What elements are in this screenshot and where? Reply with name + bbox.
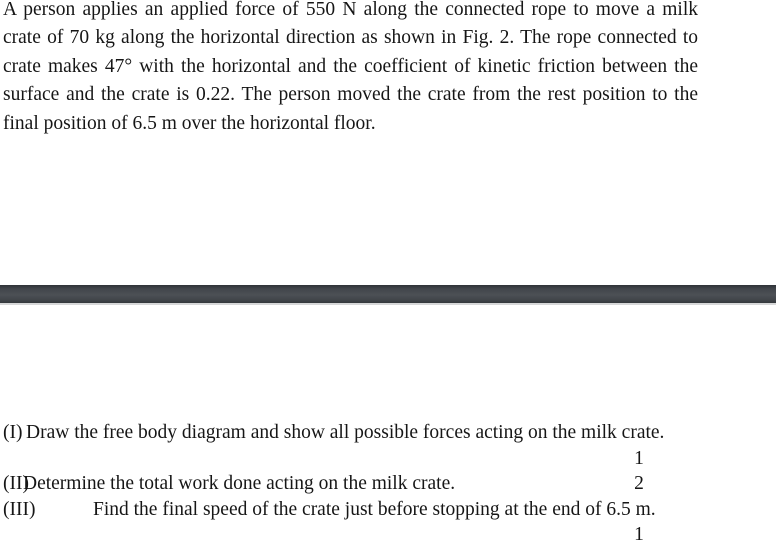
question-3-marks: 1 [634,524,644,545]
problem-statement [3,0,698,138]
question-3-numeral: (III) [3,498,36,520]
question-3-marks-row [3,522,773,547]
question-2-row [3,471,773,497]
question-1-marks: 1 [634,447,644,469]
paragraph-line-4: surface and the crate is 0.22. The person moved the crate from the rest position to the [3,84,698,106]
paragraph-line-1: A person applies an applied force of 550 N along the connected rope to move a milk [3,0,698,20]
question-1-row [3,420,773,446]
question-3-text: Find the final speed of the crate just before stopping at the end of 6.5 m. [93,498,656,520]
divider-bar [0,285,776,305]
question-1-text: Draw the free body diagram and show all possible forces acting on the milk crate. [26,422,665,443]
question-1-marks-row [3,446,773,472]
question-2-numeral: (II) [3,473,29,494]
questions-section [3,420,773,547]
paragraph-line-5: final position of 6.5 m over the horizontal floor. [3,112,376,134]
question-1-numeral: (I) [3,422,23,443]
question-2-marks: 2 [634,473,644,494]
question-2-text: Determine the total work done acting on the milk crate. [23,473,456,494]
paragraph-line-3: crate makes 47° with the horizontal and the coefficient of kinetic friction between the [3,55,698,77]
question-3-row [3,497,773,523]
paragraph-line-2: crate of 70 kg along the horizontal direction as shown in Fig. 2. The rope connected to [3,27,698,49]
